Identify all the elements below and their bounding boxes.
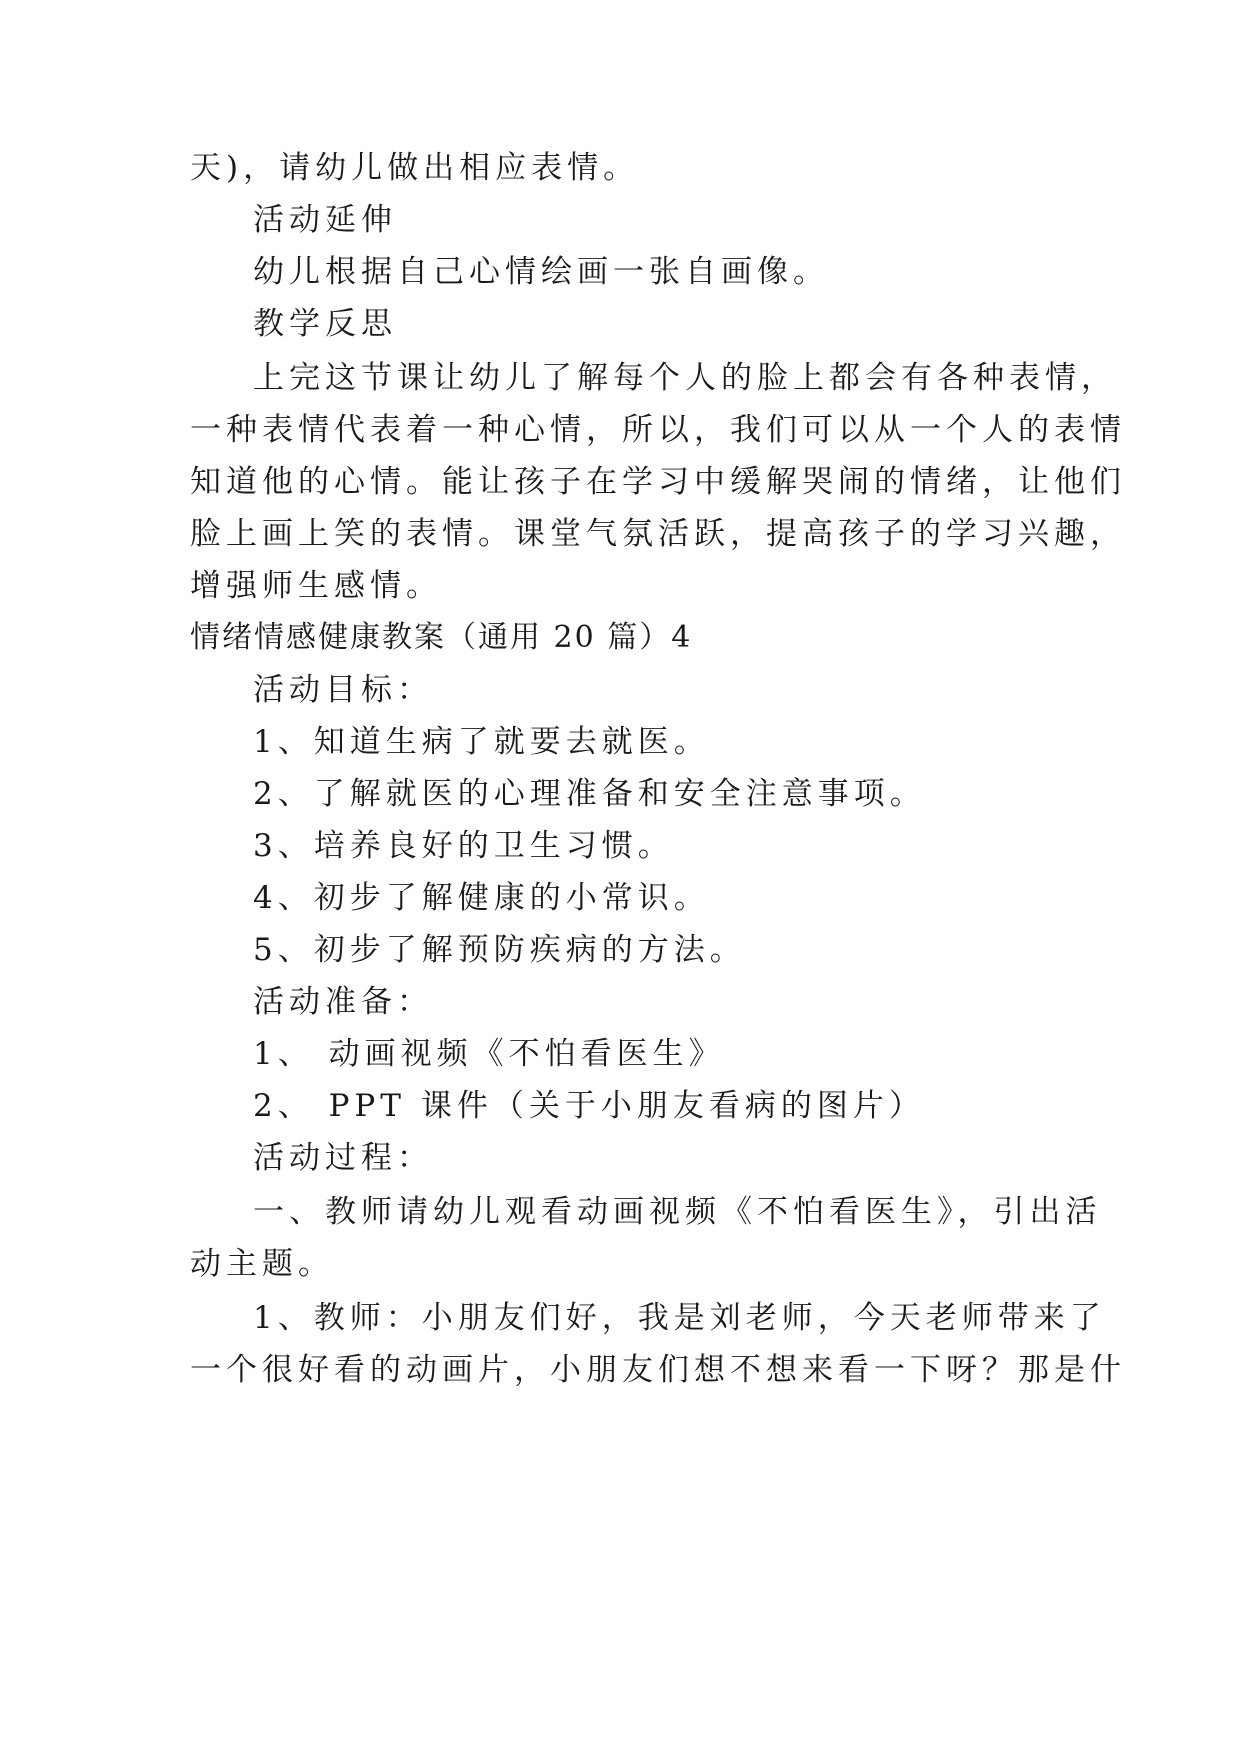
paragraph-line: 一个很好看的动画片，小朋友们想不想来看一下呀？那是什 (190, 1352, 1126, 1388)
section-heading-activity-preparation: 活动准备： (253, 984, 433, 1020)
paragraph-line: 一种表情代表着一种心情，所以，我们可以从一个人的表情 (190, 412, 1126, 448)
section-heading-activity-extension: 活动延伸 (253, 202, 397, 238)
paragraph-line: 脸上画上笑的表情。课堂气氛活跃，提高孩子的学习兴趣， (190, 516, 1126, 552)
paragraph-line: 动主题。 (190, 1246, 334, 1282)
list-item: 1、 动画视频《不怕看医生》 (253, 1036, 725, 1072)
section-heading-teaching-reflection: 教学反思 (253, 306, 397, 342)
text-line: 幼儿根据自己心情绘画一张自画像。 (253, 254, 829, 290)
paragraph-line: 上完这节课让幼儿了解每个人的脸上都会有各种表情， (253, 360, 1117, 396)
document-title: 情绪情感健康教案（通用 20 篇）4 (190, 620, 693, 655)
paragraph-line: 知道他的心情。能让孩子在学习中缓解哭闹的情绪，让他们 (190, 464, 1126, 500)
section-heading-activity-goals: 活动目标： (253, 672, 433, 708)
list-item: 5、初步了解预防疾病的方法。 (253, 932, 746, 968)
list-item: 4、初步了解健康的小常识。 (253, 880, 710, 916)
list-item: 2、 PPT 课件（关于小朋友看病的图片） (253, 1088, 925, 1124)
list-item: 1、知道生病了就要去就医。 (253, 724, 710, 760)
paragraph-line: 一、教师请幼儿观看动画视频《不怕看医生》，引出活 (253, 1194, 1102, 1230)
list-item: 3、培养良好的卫生习惯。 (253, 828, 674, 864)
text-line: 天)，请幼儿做出相应表情。 (190, 150, 640, 186)
list-item: 2、了解就医的心理准备和安全注意事项。 (253, 776, 926, 812)
section-heading-activity-process: 活动过程： (253, 1140, 433, 1176)
paragraph-line: 增强师生感情。 (190, 568, 442, 604)
paragraph-line: 1、教师：小朋友们好，我是刘老师，今天老师带来了 (253, 1300, 1106, 1336)
